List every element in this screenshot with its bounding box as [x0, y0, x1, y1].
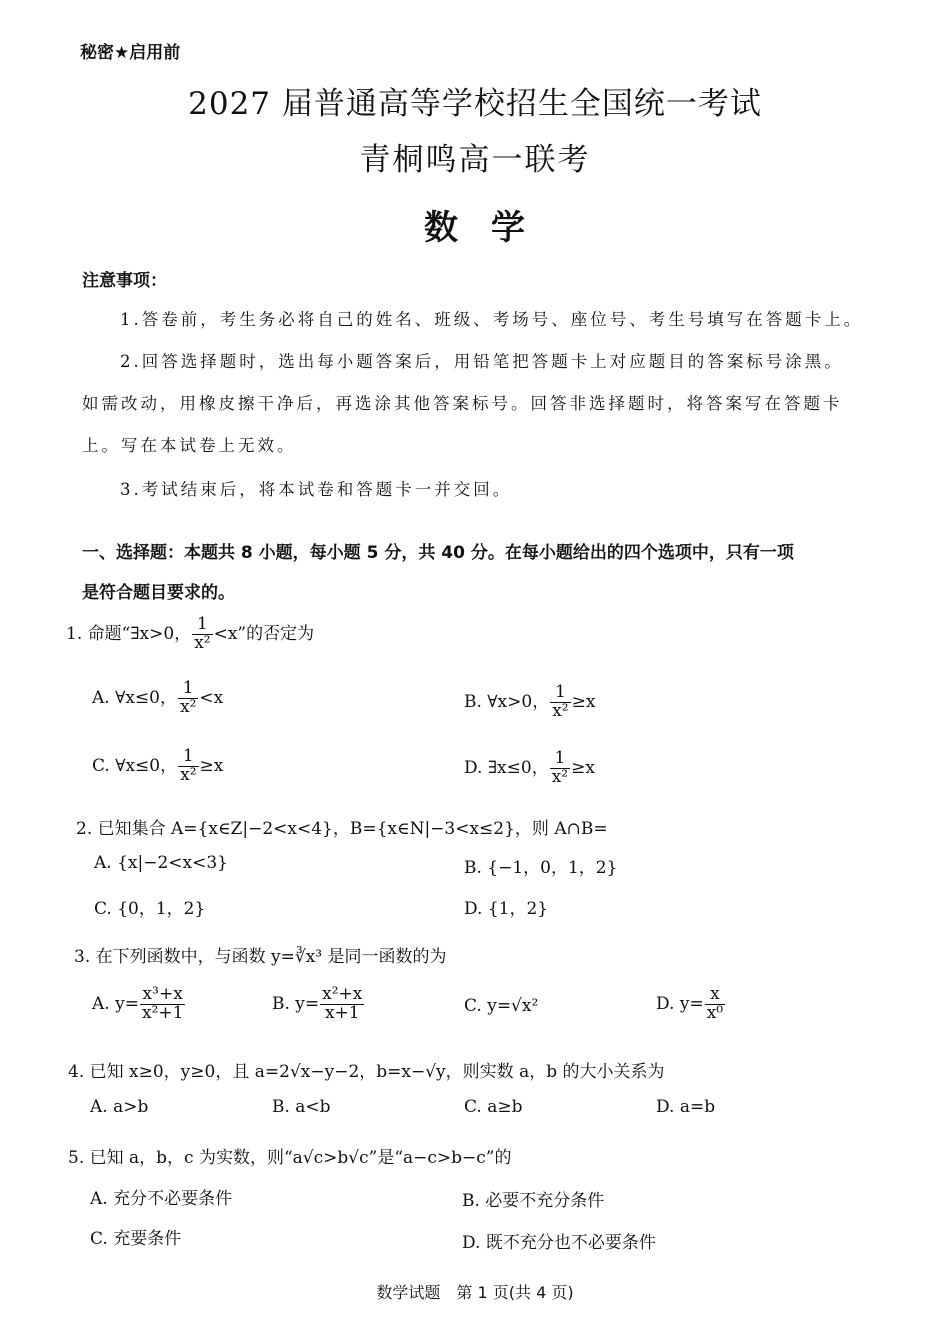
- question-2-stem: 2. 已知集合 A={x∈Z|−2<x<4}，B={x∈N|−3<x≤2}，则 A∩B=: [76, 819, 608, 839]
- q4-option-d: D. a=b: [656, 1097, 716, 1117]
- confidential-label: 秘密★启用前: [80, 43, 181, 63]
- q3-d-fraction: $\frac{x}{\text{x⁰}}$: [706, 984, 724, 1023]
- q1-option-d: D. ∃x≤0， $\frac{1}{\text{x²}}$ ≥x: [464, 748, 595, 787]
- q3-b-fraction: $\frac{\text{x²+x}}{x+1}$: [322, 984, 363, 1023]
- q1-stem-prefix: 1. 命题“∃x>0，: [66, 623, 192, 644]
- question-1-stem: [66, 616, 314, 653]
- q1-b-fraction: $\frac{1}{\text{x²}}$: [552, 682, 569, 721]
- section-1-heading-line-1: 一、选择题：本题共 8 小题，每小题 5 分，共 40 分。在每小题给出的四个选项中，只有一项: [82, 543, 794, 563]
- q1-c-fraction: $\frac{1}{\text{x²}}$: [180, 746, 197, 785]
- q5-option-b: B. 必要不充分条件: [462, 1191, 605, 1211]
- exam-subtitle: 青桐鸣高一联考: [359, 142, 591, 178]
- q3-option-d: D. y= $\frac{x}{\text{x⁰}}$: [656, 984, 724, 1023]
- question-3-stem: 3. 在下列函数中，与函数 y=∛x³ 是同一函数的为: [74, 947, 447, 967]
- exam-title: 2027 届普通高等学校招生全国统一考试: [188, 86, 762, 122]
- notice-heading: 注意事项：: [82, 271, 167, 291]
- q1-a-fraction: $\frac{1}{\text{x²}}$: [180, 678, 197, 717]
- q3-option-b: B. y= $\frac{\text{x²+x}}{x+1}$: [272, 984, 363, 1023]
- q4-option-c: C. a≥b: [464, 1097, 523, 1117]
- q2-option-a: A. {x|−2<x<3}: [94, 853, 228, 873]
- q3-option-c: C. y=√x²: [464, 996, 539, 1016]
- notice-item-3: 3.考试结束后，将本试卷和答题卡一并交回。: [120, 480, 513, 499]
- question-5-stem: 5. 已知 a，b，c 为实数，则“a√c>b√c”是“a−c>b−c”的: [68, 1148, 512, 1168]
- subject-title: [0, 200, 950, 249]
- q1-option-c: C. ∀x≤0， $\frac{1}{\text{x²}}$ ≥x: [92, 746, 224, 785]
- notice-item-2-line-1: 2.回答选择题时，选出每小题答案后，用铅笔把答题卡上对应题目的答案标号涂黑。: [120, 352, 844, 371]
- q2-option-c: C. {0，1，2}: [94, 899, 206, 919]
- q2-option-d: D. {1，2}: [464, 899, 549, 919]
- subject-char-2: 学: [491, 208, 526, 248]
- notice-item-2-line-2: 如需改动，用橡皮擦干净后，再选涂其他答案标号。回答非选择题时，将答案写在答题卡: [82, 394, 843, 413]
- q1-fraction: $\frac{1}{\text{x²}}$: [194, 614, 211, 653]
- question-4-stem: 4. 已知 x≥0，y≥0，且 a=2√x−y−2，b=x−√y，则实数 a，b 的大小关系为: [68, 1062, 665, 1082]
- q3-option-a: A. y= $\frac{\text{x³+x}}{\text{x²+1}}$: [92, 984, 184, 1023]
- q1-option-a: A. ∀x≤0， $\frac{1}{\text{x²}}$ <x: [92, 678, 224, 717]
- q5-option-c: C. 充要条件: [90, 1229, 182, 1249]
- subject-char-1: 数: [424, 208, 459, 248]
- notice-item-2-line-3: 上。写在本试卷上无效。: [82, 436, 297, 455]
- q2-option-b: B. {−1，0，1，2}: [464, 858, 618, 878]
- q5-option-a: A. 充分不必要条件: [90, 1189, 233, 1209]
- q3-a-fraction: $\frac{\text{x³+x}}{\text{x²+1}}$: [141, 984, 184, 1023]
- page-footer: 数学试题 第 1 页(共 4 页): [376, 1283, 574, 1302]
- q1-d-fraction: $\frac{1}{\text{x²}}$: [551, 748, 569, 787]
- section-1-heading-line-2: 是符合题目要求的。: [82, 583, 235, 603]
- q1-option-b: B. ∀x>0， $\frac{1}{\text{x²}}$ ≥x: [464, 682, 596, 721]
- q1-stem-suffix: <x”的否定为: [213, 623, 315, 644]
- q4-option-b: B. a<b: [272, 1097, 331, 1117]
- q5-option-d: D. 既不充分也不必要条件: [462, 1233, 656, 1253]
- notice-item-1: 1.答卷前，考生务必将自己的姓名、班级、考场号、座位号、考生号填写在答题卡上。: [120, 310, 864, 329]
- q4-option-a: A. a>b: [90, 1097, 149, 1117]
